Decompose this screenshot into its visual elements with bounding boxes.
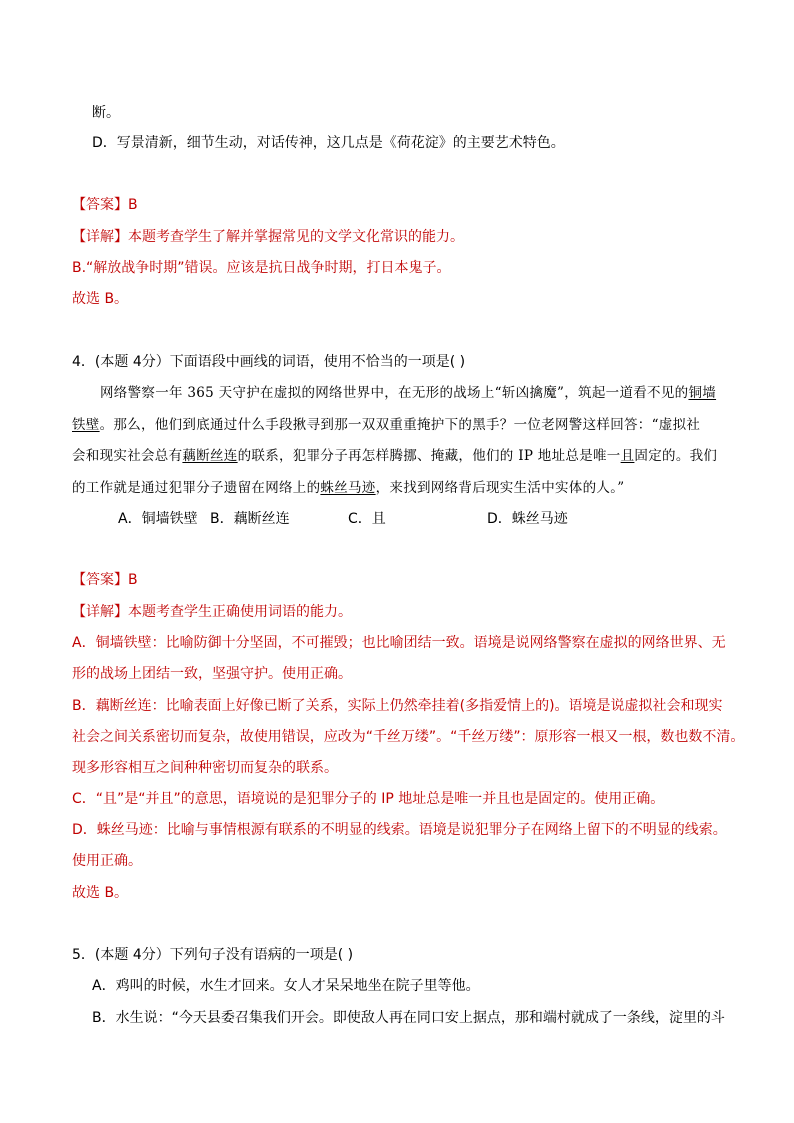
detail-tag: 【详解】 (72, 604, 128, 620)
q3-detail (72, 228, 464, 246)
q4-explanation-c: C．“且”是“并且”的意思，语境说的是犯罪分子的 IP 地址总是唯一并且也是固定的。使用正确。 (72, 791, 665, 807)
q4-explanation-b-2: 社会之间关系密切而复杂，故使用错误，应改为“千丝万缕”。“千丝万缕”：原形容一根又一根，数也数不清。 (72, 729, 745, 745)
detail-tag: 【详解】 (72, 229, 128, 245)
q3-option-d: D．写景清新，细节生动，对话传神，这几点是《荷花淀》的主要艺术特色。 (92, 135, 565, 151)
q4-explanation-a-2: 形的战场上团结一致，坚强守护。使用正确。 (72, 666, 352, 682)
q5-stem: 5．(本题 4分）下列句子没有语病的一项是( ) (72, 947, 354, 963)
passage-text: 会和现实社会总有 (72, 448, 183, 464)
q4-option-d: D．蛛丝马迹 (487, 511, 568, 527)
q3-conclusion: 故选 B。 (72, 291, 129, 307)
underlined-term: 藕断丝连 (182, 448, 238, 464)
q4-passage-line-4 (72, 479, 624, 497)
passage-text: 的工作就是通过犯罪分子遗留在网络上的 (72, 480, 321, 496)
q4-passage-line-1 (100, 384, 716, 402)
q3-explanation-b: B.“解放战争时期”错误。应该是抗日战争时期，打日本鬼子。 (72, 260, 451, 276)
q3-continuation: 断。 (92, 105, 120, 121)
detail-text: 本题考查学生了解并掌握常见的文学文化常识的能力。 (128, 229, 464, 245)
underlined-term: 且 (620, 448, 635, 464)
q4-explanation-a-1: A．铜墙铁壁：比喻防御十分坚固，不可摧毁；也比喻团结一致。语境是说网络警察在虚拟的网络世界、无 (72, 635, 726, 651)
underlined-term: 铜墙 (688, 385, 717, 401)
q4-passage-line-2 (72, 416, 700, 434)
q4-explanation-d-2: 使用正确。 (72, 853, 142, 869)
q5-option-a: A．鸡叫的时候，水生才回来。女人才呆呆地坐在院子里等他。 (92, 978, 480, 994)
answer-tag: 【答案】 (72, 197, 128, 213)
q5-option-b: B．水生说：“今天县委召集我们开会。即使敌人再在同口安上据点，那和端村就成了一条线，淀里的斗 (92, 1010, 725, 1026)
q4-option-b: B．藕断丝连 (210, 511, 290, 527)
answer-value: B (128, 197, 138, 213)
passage-text: 网络警察一年 365 天守护在虚拟的网络世界中，在无形的战场上“斩凶擒魔”，筑起一道看不见的 (100, 385, 689, 401)
answer-tag: 【答案】 (72, 572, 128, 588)
q4-explanation-b-3: 现多形容相互之间种种密切而复杂的联系。 (72, 760, 338, 776)
q4-explanation-d-1: D．蛛丝马迹：比喻与事情根源有联系的不明显的线索。语境是说犯罪分子在网络上留下的不明显的线索。 (72, 822, 727, 838)
passage-text: 固定的。我们 (634, 448, 718, 464)
q4-option-c: C．且 (348, 511, 386, 527)
underlined-term: 蛛丝马迹 (320, 480, 376, 496)
answer-value: B (128, 572, 138, 588)
passage-text: 。那么，他们到底通过什么手段揪寻到那一双双重重掩护下的黑手？一位老网警这样回答：“虚拟社 (99, 417, 701, 433)
q4-stem: 4．(本题 4分）下面语段中画线的词语，使用不恰当的一项是( ) (72, 354, 466, 370)
passage-text: 的联系，犯罪分子再怎样腾挪、掩藏，他们的 IP 地址总是唯一 (237, 448, 621, 464)
q4-explanation-b-1: B．藕断丝连：比喻表面上好像已断了关系，实际上仍然牵挂着(多指爱情上的)。语境是说虚拟社会和现实 (72, 698, 723, 714)
q4-conclusion: 故选 B。 (72, 885, 129, 901)
q4-answer (72, 571, 138, 589)
underlined-term: 铁壁 (72, 417, 100, 433)
q3-answer (72, 196, 138, 214)
passage-text: ，来找到网络背后现实生活中实体的人。” (375, 480, 625, 496)
q4-detail (72, 603, 352, 621)
q4-option-a: A．铜墙铁壁 (118, 511, 198, 527)
q4-passage-line-3 (72, 447, 717, 465)
detail-text: 本题考查学生正确使用词语的能力。 (128, 604, 352, 620)
